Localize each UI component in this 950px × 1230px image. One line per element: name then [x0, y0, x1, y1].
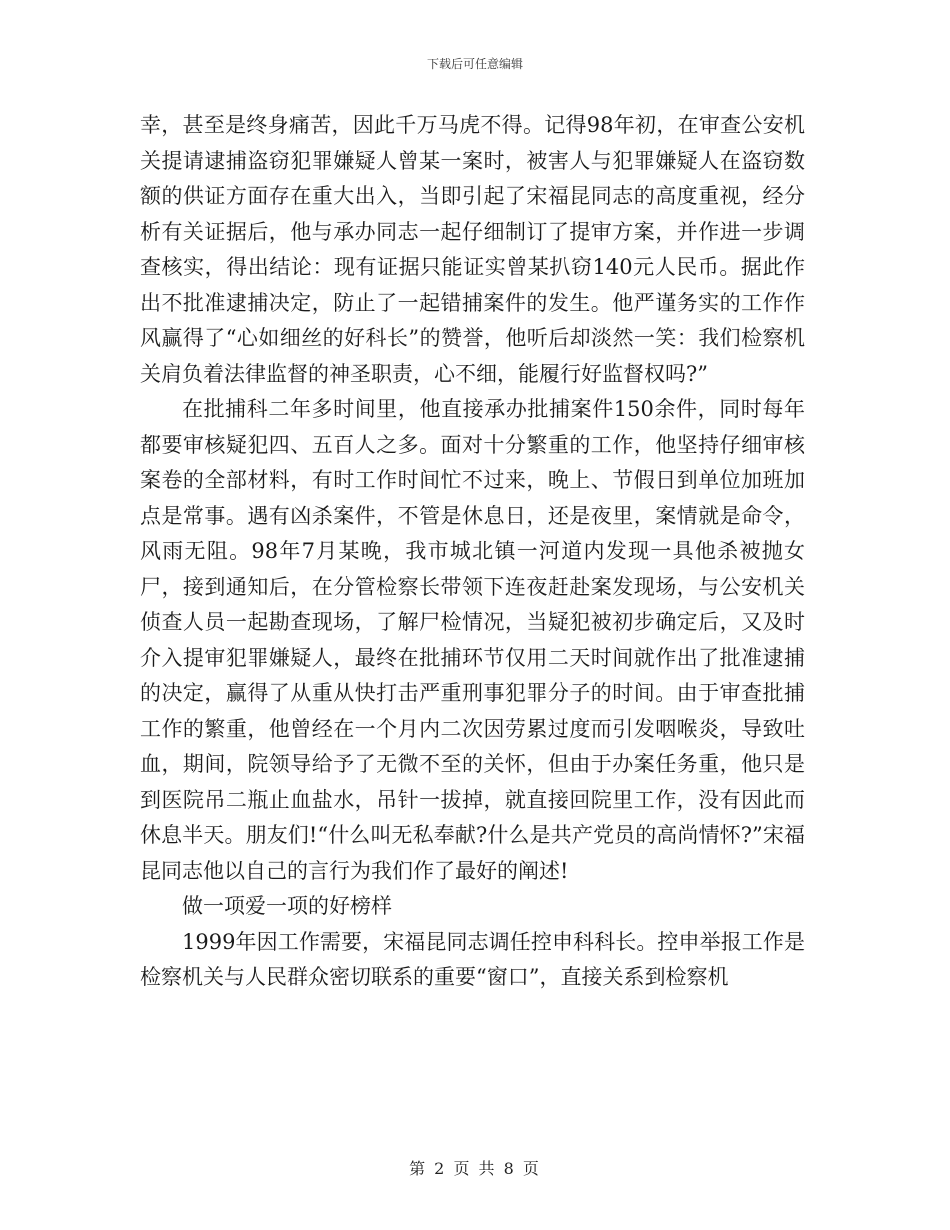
- section-heading: 做一项爱一项的好榜样: [182, 894, 392, 918]
- paragraph: 幸，甚至是终身痛苦，因此千万马虎不得。记得98年初，在审查公安机关提请逮捕盗窃犯罪嫌疑人曾某一案时，被害人与犯罪嫌疑人在盗窃数额的供证方面存在重大出入，当即引起了宋福昆同志的高度重视，经分析有关证据后，他与承办同志一起仔细制订了提审方案，并作进一步调查核实，得出结论：现有证据只能证实曾某扒窃140元人民币。据此作出不批准逮捕决定，防止了一起错捕案件的发生。他严谨务实的工作作风赢得了“心如细丝的好科长”的赞誉，他听后却淡然一笑：我们检察机关肩负着法律监督的神圣职责，心不细，能履行好监督权吗?”: [140, 113, 805, 386]
- page-footer: 第 2 页 共 8 页: [409, 1159, 541, 1178]
- document-body: [140, 108, 805, 996]
- paragraph: 1999年因工作需要，宋福昆同志调任控申科科长。控申举报工作是检察机关与人民群众密切联系的重要“窗口”，直接关系到检察机: [140, 929, 805, 989]
- page-header: 下载后可任意编辑: [426, 57, 523, 71]
- paragraph: 在批捕科二年多时间里，他直接承办批捕案件150余件，同时每年都要审核疑犯四、五百人之多。面对十分繁重的工作，他坚持仔细审核案卷的全部材料，有时工作时间忙不过来，晚上、节假日到单位加班加点是常事。遇有凶杀案件，不管是休息日，还是夜里，案情就是命令，风雨无阻。98年7月某晚，我市城北镇一河道内发现一具他杀被抛女尸，接到通知后，在分管检察长带领下连夜赶赴案发现场，与公安机关侦查人员一起勘查现场，了解尸检情况，当疑犯被初步确定后，又及时介入提审犯罪嫌疑人，最终在批捕环节仅用二天时间就作出了批准逮捕的决定，赢得了从重从快打击严重刑事犯罪分子的时间。由于审查批捕工作的繁重，他曾经在一个月内二次因劳累过度而引发咽喉炎，导致吐血，期间，院领导给予了无微不至的关怀，但由于办案任务重，他只是到医院吊二瓶止血盐水，吊针一拔掉，就直接回院里工作，没有因此而休息半天。朋友们!“什么叫无私奉献?什么是共产党员的高尚情怀?”宋福昆同志他以自己的言行为我们作了最好的阐述!: [140, 397, 805, 883]
